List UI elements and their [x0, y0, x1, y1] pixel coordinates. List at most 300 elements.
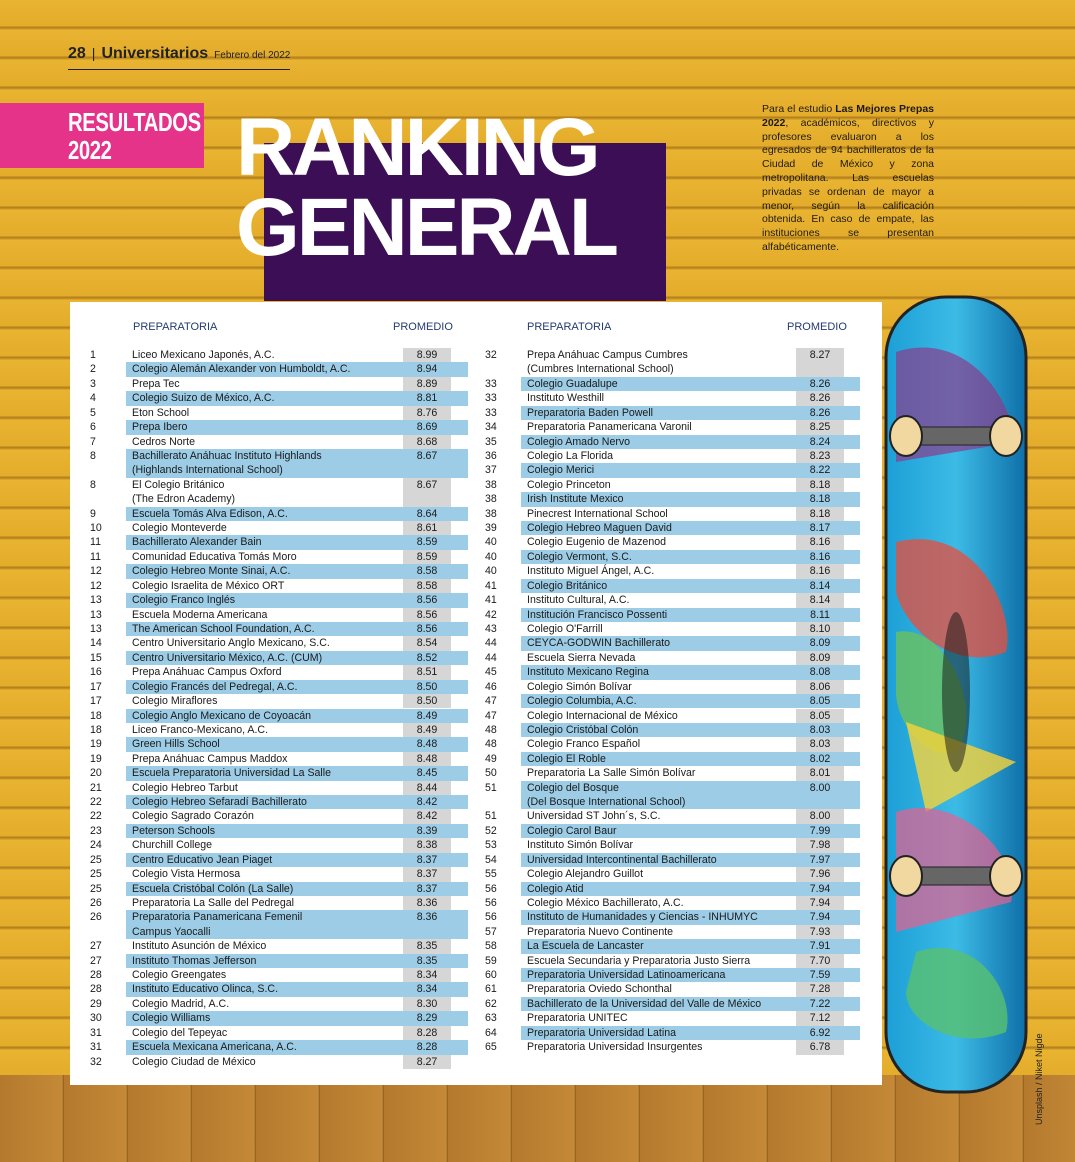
school-name	[132, 752, 287, 766]
rank-number: 28	[90, 969, 102, 982]
school-name-line: Colegio Anglo Mexicano de Coyoacán	[132, 709, 312, 722]
school-name-line: Centro Universitario Anglo Mexicano, S.C.	[132, 637, 330, 650]
school-name-line: Green Hills School	[132, 738, 220, 751]
school-name	[527, 579, 607, 593]
intro-body: , académicos, directivos y profesores evaluaron a los egresados de 94 bachilleratos de la Ciudad de México y zona metropolitana. Las escuelas privadas se ordenan de mayor a menor, según la calificación obtenida. En caso de empate, las instituciones se presentan alfabéticamente.	[762, 116, 934, 253]
school-name-line: Centro Universitario México, A.C. (CUM)	[132, 651, 323, 664]
school-name-line: Colegio Columbia, A.C.	[527, 695, 637, 708]
table-row	[485, 535, 860, 549]
school-name-line: Preparatoria Panamericana Varonil	[527, 421, 692, 434]
intro-paragraph	[762, 103, 934, 255]
rank-number: 31	[90, 1026, 102, 1039]
school-name-line: Universidad Intercontinental Bachillerato	[527, 853, 717, 866]
table-row	[90, 348, 468, 362]
school-name	[132, 608, 267, 622]
school-name	[527, 1011, 628, 1025]
table-row	[90, 752, 468, 766]
table-row	[485, 925, 860, 939]
table-row	[90, 593, 468, 607]
rank-number: 61	[485, 983, 497, 996]
average-score: 8.89	[416, 377, 438, 390]
average-score: 8.23	[809, 449, 831, 462]
school-name	[132, 521, 227, 535]
average-score: 7.59	[809, 969, 831, 982]
average-score: 7.28	[809, 983, 831, 996]
average-score: 8.56	[416, 622, 438, 635]
average-score: 6.92	[809, 1026, 831, 1039]
table-row	[485, 853, 860, 867]
table-row	[90, 781, 468, 795]
school-name	[527, 709, 678, 723]
table-row	[90, 694, 468, 708]
school-name	[132, 781, 238, 795]
average-score: 8.34	[416, 969, 438, 982]
rank-number: 49	[485, 752, 497, 765]
school-name	[527, 982, 672, 996]
table-row	[90, 723, 468, 737]
school-name	[527, 853, 717, 867]
school-name	[527, 377, 618, 391]
school-name	[132, 853, 272, 867]
school-name-line: Instituto de Humanidades y Ciencias - INHUMYC	[527, 911, 758, 924]
school-name	[527, 521, 672, 535]
rank-number: 32	[90, 1055, 102, 1068]
average-score: 7.22	[809, 997, 831, 1010]
rank-number: 41	[485, 579, 497, 592]
school-name-line: El Colegio Británico	[132, 478, 225, 491]
title-line-2: GENERAL	[236, 182, 616, 273]
rank-number: 4	[90, 392, 96, 405]
table-row	[90, 997, 468, 1011]
school-name	[527, 910, 758, 924]
rank-number: 25	[90, 882, 102, 895]
rank-number: 12	[90, 579, 102, 592]
table-row	[90, 622, 468, 636]
table-row	[90, 968, 468, 982]
rank-number: 62	[485, 997, 497, 1010]
table-row	[90, 420, 468, 434]
school-name-line: Colegio Francés del Pedregal, A.C.	[132, 680, 298, 693]
table-row	[485, 406, 860, 420]
school-name	[527, 608, 667, 622]
section-name: Universitarios	[101, 45, 209, 62]
rank-number: 50	[485, 767, 497, 780]
table-row	[90, 853, 468, 867]
table-row	[485, 1011, 860, 1025]
school-name	[527, 665, 649, 679]
table-row	[90, 608, 468, 622]
school-name	[527, 406, 653, 420]
average-score: 7.70	[809, 954, 831, 967]
rank-number: 22	[90, 796, 102, 809]
table-row	[90, 579, 468, 593]
average-score: 7.93	[809, 925, 831, 938]
rank-number: 51	[485, 781, 497, 794]
average-score: 7.94	[809, 882, 831, 895]
average-score: 8.17	[809, 522, 831, 535]
photo-credit: Unsplash / Niket Nigde	[1034, 1033, 1044, 1125]
school-name	[132, 406, 189, 420]
rank-number: 33	[485, 406, 497, 419]
rank-number: 27	[90, 954, 102, 967]
table-row	[485, 651, 860, 665]
column-header-score: PROMEDIO	[787, 321, 847, 333]
school-name-line: Colegio Amado Nervo	[527, 435, 631, 448]
rank-number: 15	[90, 651, 102, 664]
school-name-line: Pinecrest International School	[527, 507, 668, 520]
school-name	[132, 348, 275, 362]
rank-number: 44	[485, 637, 497, 650]
rank-number: 24	[90, 839, 102, 852]
table-row	[485, 982, 860, 996]
rank-number: 17	[90, 695, 102, 708]
table-row	[485, 709, 860, 723]
rank-number: 8	[90, 478, 96, 491]
school-name	[527, 564, 654, 578]
badge-line-2: 2022	[68, 135, 112, 165]
school-name	[132, 910, 302, 939]
table-row	[485, 896, 860, 910]
table-row	[90, 391, 468, 405]
rank-number: 25	[90, 868, 102, 881]
page-header	[68, 45, 290, 70]
school-name	[132, 680, 297, 694]
school-name-line: Colegio O'Farrill	[527, 622, 603, 635]
school-name	[132, 694, 217, 708]
rank-number: 23	[90, 824, 102, 837]
table-row	[485, 348, 860, 377]
average-score: 8.58	[416, 579, 438, 592]
table-row	[485, 752, 860, 766]
rank-number: 11	[90, 550, 101, 563]
table-row	[90, 809, 468, 823]
rank-number: 38	[485, 507, 497, 520]
rank-number: 46	[485, 680, 497, 693]
school-name	[527, 766, 695, 780]
school-name	[527, 781, 685, 810]
average-score: 7.99	[809, 824, 831, 837]
school-name-line: Colegio Cristóbal Colón	[527, 723, 639, 736]
table-row	[90, 838, 468, 852]
average-score: 8.10	[809, 622, 831, 635]
school-name	[132, 737, 220, 751]
school-name-line: Colegio Greengates	[132, 969, 227, 982]
school-name-line: Prepa Ibero	[132, 421, 188, 434]
average-score: 8.18	[809, 507, 831, 520]
rank-number: 5	[90, 406, 96, 419]
rank-number: 20	[90, 767, 102, 780]
school-name-line: Instituto Cultural, A.C.	[527, 594, 630, 607]
average-score: 8.56	[416, 608, 438, 621]
header-divider: |	[91, 45, 96, 61]
school-name-line: Colegio El Roble	[527, 752, 606, 765]
school-name	[527, 1026, 676, 1040]
school-name-line: Escuela Cristóbal Colón (La Salle)	[132, 882, 294, 895]
school-name-line: Campus Yaocalli	[132, 925, 211, 938]
table-row	[90, 362, 468, 376]
rank-number: 57	[485, 925, 497, 938]
average-score: 8.48	[416, 738, 438, 751]
school-name	[132, 593, 235, 607]
school-name	[132, 550, 297, 564]
rank-number: 33	[485, 377, 497, 390]
table-row	[485, 867, 860, 881]
rank-number: 2	[90, 363, 96, 376]
average-score: 7.91	[809, 940, 831, 953]
table-row	[485, 781, 860, 810]
school-name-line: Bachillerato Alexander Bain	[132, 536, 262, 549]
rank-number: 3	[90, 377, 96, 390]
school-name	[132, 939, 266, 953]
rank-number: 36	[485, 449, 497, 462]
rank-number: 29	[90, 997, 102, 1010]
school-name-line: Preparatoria Universidad Latina	[527, 1026, 676, 1039]
school-name	[527, 478, 611, 492]
average-score: 8.45	[416, 767, 438, 780]
rank-number: 38	[485, 493, 497, 506]
school-name	[527, 838, 633, 852]
table-row	[485, 593, 860, 607]
rank-number: 18	[90, 709, 102, 722]
average-score: 8.08	[809, 666, 831, 679]
school-name-line: Instituto Westhill	[527, 392, 604, 405]
school-name	[527, 896, 684, 910]
school-name-line: Colegio Alemán Alexander von Humboldt, A.C.	[132, 363, 351, 376]
school-name-line: Colegio Carol Baur	[527, 824, 617, 837]
school-name-line: Instituto Simón Bolívar	[527, 839, 633, 852]
school-name-line: Colegio Suizo de México, A.C.	[132, 392, 275, 405]
average-score: 8.05	[809, 709, 831, 722]
average-score: 8.16	[809, 536, 831, 549]
school-name-line: Colegio La Florida	[527, 449, 613, 462]
table-row	[90, 954, 468, 968]
average-score: 8.09	[809, 637, 831, 650]
average-score: 8.27	[416, 1055, 438, 1068]
school-name	[132, 1011, 210, 1025]
school-name	[527, 651, 635, 665]
school-name-line: Colegio Franco Inglés	[132, 594, 236, 607]
school-name-line: Preparatoria Oviedo Schonthal	[527, 983, 672, 996]
average-score: 8.14	[809, 594, 831, 607]
table-row	[90, 1026, 468, 1040]
rank-number: 47	[485, 709, 497, 722]
school-name-line: Colegio Ciudad de México	[132, 1055, 256, 1068]
table-row	[90, 1055, 468, 1069]
table-row	[485, 1040, 860, 1054]
table-row	[485, 550, 860, 564]
table-row	[485, 521, 860, 535]
rank-number: 56	[485, 882, 497, 895]
school-name	[132, 651, 322, 665]
table-row	[90, 709, 468, 723]
average-score: 7.97	[809, 853, 831, 866]
school-name	[132, 435, 195, 449]
school-name-line: Instituto Mexicano Regina	[527, 666, 649, 679]
average-score: 8.25	[809, 421, 831, 434]
school-name	[527, 348, 688, 377]
intro-study-name: Las Mejores Prepas 2022	[762, 103, 934, 129]
rank-number: 51	[485, 810, 497, 823]
rank-number: 1	[90, 349, 96, 361]
average-score: 6.78	[809, 1041, 831, 1054]
page-number: 28	[68, 45, 86, 62]
school-name-line: Colegio Vermont, S.C.	[527, 550, 632, 563]
table-row	[90, 737, 468, 751]
school-name	[132, 564, 290, 578]
rank-number: 56	[485, 911, 497, 924]
issue-date: Febrero del 2022	[214, 50, 291, 61]
school-name-line: Escuela Secundaria y Preparatoria Justo Sierra	[527, 954, 751, 967]
school-name	[527, 939, 644, 953]
average-score: 8.26	[809, 406, 831, 419]
school-name-line: Peterson Schools	[132, 824, 216, 837]
school-name-line: (Del Bosque International School)	[527, 796, 686, 808]
school-name	[527, 535, 666, 549]
average-score: 8.94	[416, 363, 438, 376]
average-score: 8.00	[809, 781, 831, 794]
rank-number: 58	[485, 940, 497, 953]
table-row	[90, 651, 468, 665]
school-name-line: (Highlands International School)	[132, 464, 283, 477]
table-row	[485, 665, 860, 679]
rank-number: 38	[485, 478, 497, 491]
average-score: 8.64	[416, 507, 438, 520]
average-score: 7.12	[809, 1012, 831, 1025]
table-row	[90, 564, 468, 578]
school-name-line: Colegio Vista Hermosa	[132, 868, 241, 881]
rank-number: 45	[485, 666, 497, 679]
school-name	[132, 867, 240, 881]
rank-number: 19	[90, 738, 102, 751]
rank-number: 11	[90, 536, 101, 549]
school-name-line: Preparatoria La Salle del Pedregal	[132, 896, 294, 909]
table-row	[90, 680, 468, 694]
school-name-line: Escuela Mexicana Americana, A.C.	[132, 1041, 297, 1054]
average-score: 8.69	[416, 421, 438, 434]
school-name-line: Colegio Alejandro Guillot	[527, 868, 644, 881]
rank-number: 65	[485, 1041, 497, 1054]
average-score: 8.59	[416, 550, 438, 563]
school-name-line: La Escuela de Lancaster	[527, 940, 644, 953]
average-score: 8.34	[416, 983, 438, 996]
rank-number: 40	[485, 536, 497, 549]
school-name	[527, 622, 603, 636]
school-name-line: (Cumbres International School)	[527, 363, 674, 376]
school-name-line: Escuela Moderna Americana	[132, 608, 268, 621]
average-score: 7.94	[809, 911, 831, 924]
table-row	[485, 564, 860, 578]
table-row	[90, 1040, 468, 1054]
school-name	[132, 1055, 256, 1069]
rank-number: 40	[485, 565, 497, 578]
school-name	[132, 824, 215, 838]
average-score: 8.81	[416, 392, 438, 405]
average-score: 8.26	[809, 392, 831, 405]
average-score: 8.54	[416, 637, 438, 650]
school-name-line: Preparatoria Baden Powell	[527, 406, 654, 419]
school-name-line: Preparatoria Universidad Insurgentes	[527, 1041, 703, 1054]
table-row	[90, 550, 468, 564]
rank-number: 35	[485, 435, 497, 448]
average-score: 8.14	[809, 579, 831, 592]
school-name	[132, 636, 330, 650]
table-row	[485, 478, 860, 492]
rank-number: 14	[90, 637, 102, 650]
school-name	[527, 737, 640, 751]
rank-number: 13	[90, 622, 102, 635]
table-row	[90, 449, 468, 478]
table-row	[485, 939, 860, 953]
table-row	[90, 766, 468, 780]
average-score: 8.16	[809, 565, 831, 578]
school-name-line: Colegio del Bosque	[527, 781, 619, 794]
page-title	[236, 102, 616, 273]
school-name-line: Preparatoria Panamericana Femenil	[132, 911, 303, 924]
table-row	[90, 939, 468, 953]
table-row	[90, 867, 468, 881]
table-row	[485, 954, 860, 968]
school-name	[527, 680, 632, 694]
school-name-line: Colegio Atid	[527, 882, 584, 895]
average-score: 8.61	[416, 522, 438, 535]
school-name	[527, 925, 673, 939]
average-score: 8.11	[810, 608, 830, 621]
average-score: 8.05	[809, 695, 831, 708]
average-score: 8.37	[416, 853, 438, 866]
average-score: 8.35	[416, 940, 438, 953]
average-score: 8.76	[416, 406, 438, 419]
average-score: 8.37	[416, 882, 438, 895]
school-name	[132, 478, 235, 507]
school-name-line: Colegio Monteverde	[132, 522, 227, 535]
school-name	[132, 420, 187, 434]
table-row	[90, 406, 468, 420]
school-name	[132, 391, 275, 405]
school-name-line: Colegio Williams	[132, 1012, 211, 1025]
average-score: 8.24	[809, 435, 831, 448]
rank-number: 48	[485, 738, 497, 751]
rank-number: 19	[90, 752, 102, 765]
school-name-line: Preparatoria La Salle Simón Bolívar	[527, 767, 696, 780]
table-row	[485, 723, 860, 737]
average-score: 8.28	[416, 1041, 438, 1054]
average-score: 8.56	[416, 594, 438, 607]
table-row	[485, 997, 860, 1011]
rank-number: 37	[485, 464, 497, 477]
ranking-table	[70, 302, 882, 1085]
table-row	[90, 982, 468, 996]
school-name	[527, 463, 594, 477]
rank-number: 56	[485, 896, 497, 909]
school-name	[132, 766, 331, 780]
average-score: 8.49	[416, 709, 438, 722]
school-name-line: Escuela Preparatoria Universidad La Salle	[132, 767, 332, 780]
average-score: 8.03	[809, 723, 831, 736]
rank-number: 22	[90, 810, 102, 823]
school-name	[527, 1040, 702, 1054]
school-name-line: Colegio Madrid, A.C.	[132, 997, 230, 1010]
school-name-line: Colegio Sagrado Corazón	[132, 810, 254, 823]
rank-number: 16	[90, 666, 102, 679]
school-name-line: Colegio México Bachillerato, A.C.	[527, 896, 684, 909]
school-name-line: The American School Foundation, A.C.	[132, 622, 315, 635]
average-score: 8.36	[416, 896, 438, 909]
school-name-line: Instituto Asunción de México	[132, 940, 267, 953]
average-score: 8.67	[416, 449, 438, 462]
school-name	[527, 882, 584, 896]
school-name-line: Preparatoria Nuevo Continente	[527, 925, 674, 938]
school-name-line: Liceo Franco-Mexicano, A.C.	[132, 723, 269, 736]
